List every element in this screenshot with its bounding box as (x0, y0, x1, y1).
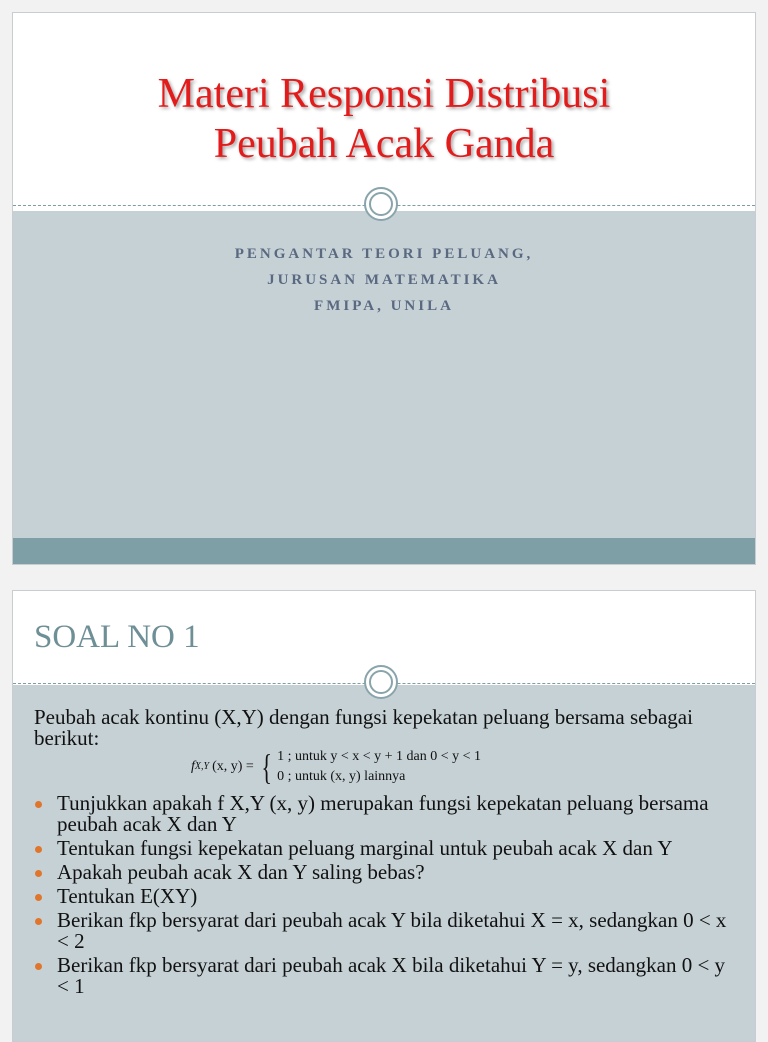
subtitle-line-3: FMIPA, UNILA (314, 298, 454, 314)
slide-title (13, 69, 755, 169)
list-item: Apakah peubah acak X dan Y saling bebas? (34, 862, 741, 883)
title-slide (12, 12, 756, 565)
footer-bar (13, 538, 755, 564)
joint-pdf-formula (191, 747, 481, 787)
brace-glyph: { (261, 747, 272, 787)
slide-subtitle (13, 241, 755, 319)
formula-lhs: f (191, 759, 195, 774)
content-panel (13, 685, 755, 1041)
list-item: Tentukan fungsi kepekatan peluang marginal untuk peubah acak X dan Y (34, 838, 741, 859)
list-item: Tunjukkan apakah f X,Y (x, y) merupakan fungsi kepekatan peluang bersama peubah acak X dan Y (34, 793, 741, 835)
subtitle-panel (13, 211, 755, 538)
formula-cases (277, 747, 481, 787)
question-list (34, 793, 741, 1000)
intro-text: Peubah acak kontinu (X,Y) dengan fungsi kepekatan peluang bersama sebagai berikut: (34, 705, 693, 750)
formula-lhs-args: (x, y) = (212, 759, 254, 774)
ring-ornament-icon (364, 187, 398, 221)
slide-title: SOAL NO 1 (34, 619, 200, 655)
list-item: Tentukan E(XY) (34, 886, 741, 907)
subtitle-line-2: JURUSAN MATEMATIKA (267, 272, 501, 288)
title-line-2: Peubah Acak Ganda (213, 121, 555, 167)
title-line-1: Materi Responsi Distribusi (157, 71, 611, 117)
problem-slide (12, 590, 756, 1042)
formula-case-1: 1 ; untuk y < x < y + 1 dan 0 < y < 1 (277, 749, 482, 764)
list-item: Berikan fkp bersyarat dari peubah acak Y bila diketahui X = x, sedangkan 0 < x < 2 (34, 910, 741, 952)
list-item: Berikan fkp bersyarat dari peubah acak X bila diketahui Y = y, sedangkan 0 < y < 1 (34, 955, 741, 997)
formula-case-2: 0 ; untuk (x, y) lainnya (277, 769, 406, 784)
ring-ornament-icon (364, 665, 398, 699)
formula-lhs-subscript: X,Y (194, 761, 210, 772)
subtitle-line-1: PENGANTAR TEORI PELUANG, (234, 246, 534, 262)
